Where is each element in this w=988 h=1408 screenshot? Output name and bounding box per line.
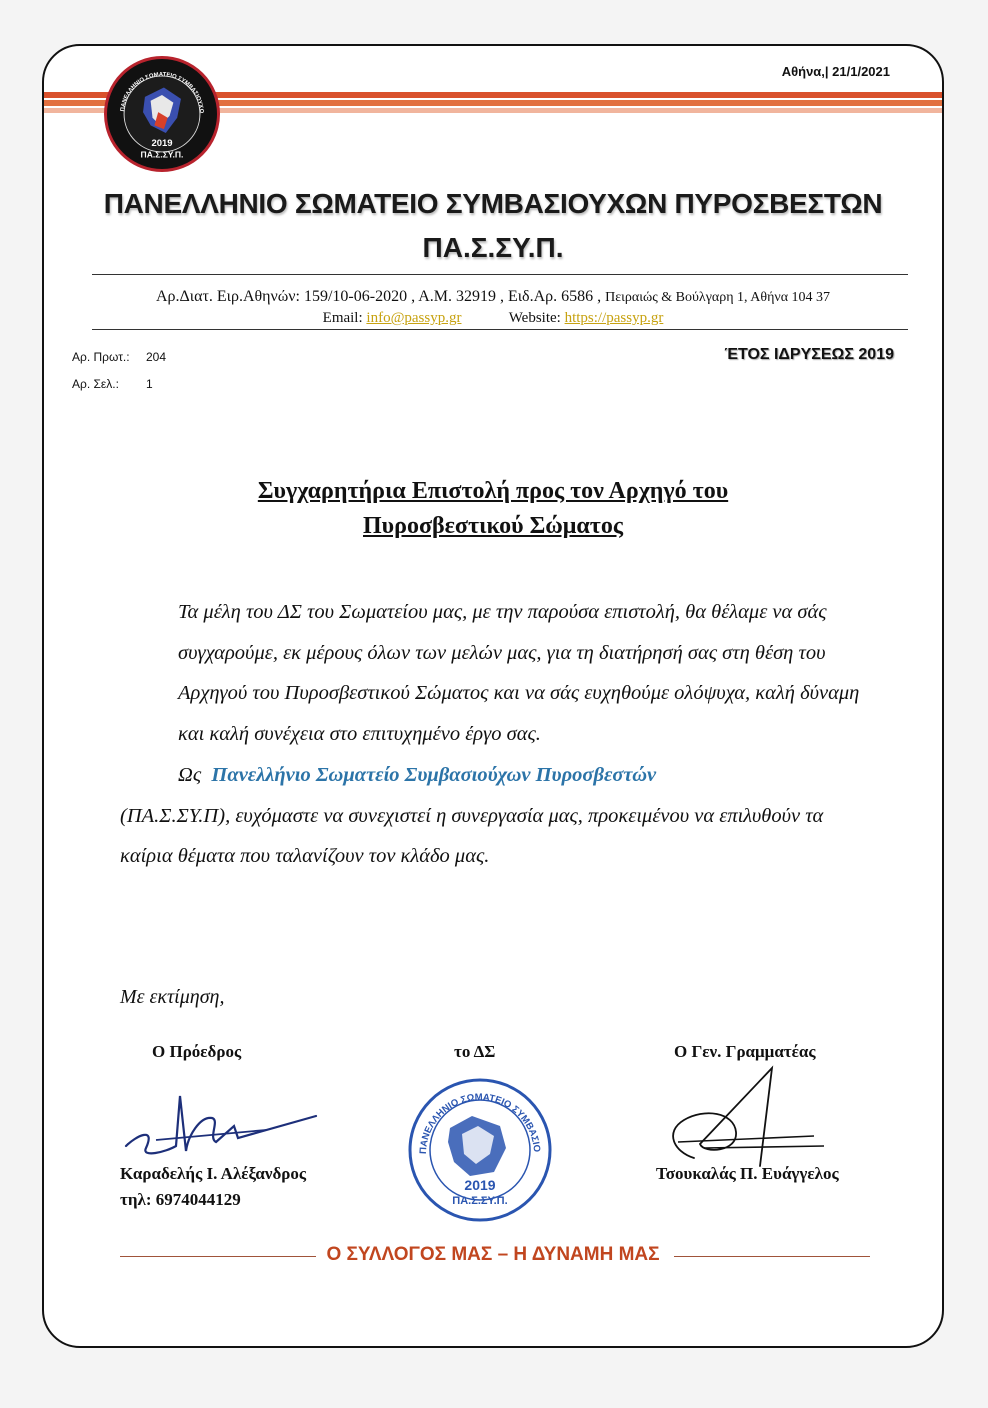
- email-label: Email:: [322, 310, 363, 326]
- protocol-label: Αρ. Πρωτ.:: [72, 350, 130, 364]
- motto-text: Ο ΣΥΛΛΟΓΟΣ ΜΑΣ – Η ΔΥΝΑΜΗ ΜΑΣ: [316, 1244, 669, 1265]
- page-count-value: 1: [146, 377, 153, 391]
- registration-details: Αρ.Διατ. Ειρ.Αθηνών: 159/10-06-2020 , Α.Μ. 32919 , Ειδ.Αρ. 6586 ,: [155, 288, 602, 305]
- letter-subject: [44, 474, 942, 544]
- registration-info: [44, 288, 942, 306]
- organization-address: Πειραιώς & Βούλγαρη 1, Αθήνα 104 37: [605, 290, 831, 305]
- website-link[interactable]: https://passyp.gr: [564, 310, 664, 326]
- union-logo: [104, 56, 220, 172]
- header-rule-bottom: [92, 329, 908, 330]
- stamp-abbr: ΠΑ.Σ.ΣΥ.Π.: [452, 1195, 508, 1207]
- page-count: [72, 377, 153, 391]
- union-stamp-graphic: [406, 1076, 554, 1224]
- president-phone: τηλ: 6974044129: [120, 1190, 241, 1209]
- letter-page: [42, 44, 944, 1348]
- secretary-signature: [664, 1062, 834, 1172]
- secretary-title: Ο Γεν. Γραμματέας: [674, 1042, 816, 1061]
- founding-year: ΈΤΟΣ ΙΔΡΥΣΕΩΣ 2019: [724, 346, 894, 363]
- stamp-year: 2019: [464, 1177, 496, 1193]
- secretary-name: Τσουκαλάς Π. Ευάγγελος: [656, 1164, 839, 1183]
- organization-name-highlight: Πανελλήνιο Σωματείο Συμβασιούχων Πυροσβεστών: [211, 763, 657, 786]
- logo-abbr: ΠΑ.Σ.ΣΥ.Π.: [140, 149, 184, 160]
- subject-line-1: Συγχαρητήρια Επιστολή προς τον Αρχηγό του: [257, 478, 729, 504]
- union-stamp: [406, 1076, 554, 1224]
- body-paragraph-2: [120, 755, 860, 796]
- protocol-number: [72, 350, 166, 364]
- closing-salutation: Με εκτίμηση,: [120, 986, 225, 1008]
- subject-line-2: Πυροσβεστικού Σώματος: [363, 513, 623, 539]
- letter-date: Αθήνα,| 21/1/2021: [781, 64, 890, 79]
- logo-arc-text: ΠΑΝΕΛΛΗΝΙΟ ΣΩΜΑΤΕΙΟ ΣΥΜΒΑΣΙΟΥΧΩ: [120, 72, 204, 114]
- email-link[interactable]: info@passyp.gr: [366, 310, 462, 326]
- stamp-arc-text: ΠΑΝΕΛΛΗΝΙΟ ΣΩΜΑΤΕΙΟ ΣΥΜΒΑΣΙΟ: [417, 1091, 543, 1155]
- header-rule-top: [92, 274, 908, 275]
- president-signature: [116, 1076, 326, 1166]
- body-paragraph-2-continued: (ΠΑ.Σ.ΣΥ.Π), ευχόμαστε να συνεχιστεί η συνεργασία μας, προκειμένου να επιλυθούν τα καίρια θέματα που ταλανίζουν τον κλάδο μας.: [120, 804, 824, 868]
- contact-info: [44, 310, 942, 327]
- logo-year: 2019: [151, 138, 173, 150]
- union-logo-graphic: [107, 59, 217, 169]
- paragraph-2-prefix: Ως: [178, 763, 202, 786]
- footer-motto: [44, 1244, 942, 1266]
- president-title: Ο Πρόεδρος: [152, 1042, 242, 1061]
- organization-abbreviation: ΠΑ.Σ.ΣΥ.Π.: [422, 232, 564, 263]
- organization-name: ΠΑΝΕΛΛΗΝΙΟ ΣΩΜΑΤΕΙΟ ΣΥΜΒΑΣΙΟΥΧΩΝ ΠΥΡΟΣΒΕΣΤΩΝ: [103, 188, 883, 219]
- letter-body: [120, 592, 860, 877]
- page-count-label: Αρ. Σελ.:: [72, 377, 119, 391]
- protocol-value: 204: [146, 350, 167, 364]
- body-paragraph-1: Τα μέλη του ΔΣ του Σωματείου μας, με την παρούσα επιστολή, θα θέλαμε να σάς συγχαρούμε, εκ μέρους όλων των μελών μας, για τη διατήρησή σας στη θέση του Αρχηγού του Πυροσβεστικού Σώματος και να σάς ευχηθούμε ολόψυχα, καλή δύναμη και καλή συνέχεια στο επιτυχημένο έργο σας.: [178, 601, 860, 746]
- website-label: Website:: [508, 310, 561, 326]
- president-name: Καραδελής Ι. Αλέξανδρος: [120, 1164, 307, 1183]
- board-title: το ΔΣ: [454, 1042, 496, 1061]
